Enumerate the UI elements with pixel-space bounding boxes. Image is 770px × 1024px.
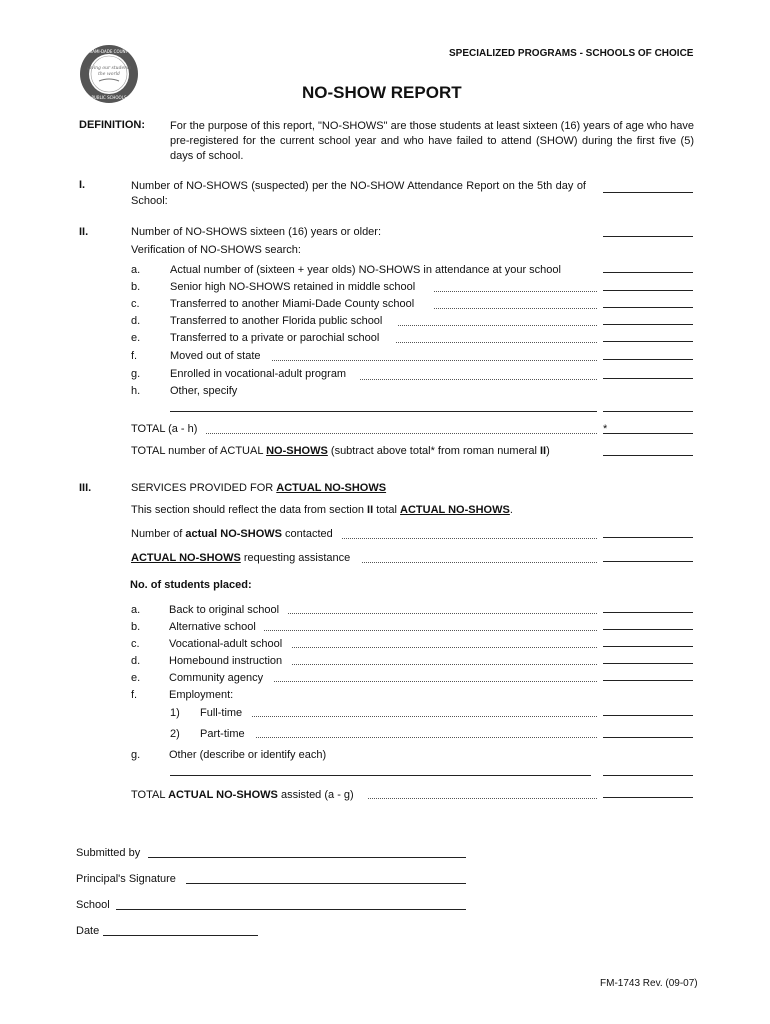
leader-dots [362, 562, 597, 563]
date-line[interactable] [103, 935, 258, 936]
school-label: School [76, 899, 110, 911]
item-letter: f. [131, 689, 138, 701]
section-1-text: Number of NO-SHOWS (suspected) per the NO-SHOW Attendance Report on the 5th day of School: [131, 180, 586, 207]
definition-label: DEFINITION: [79, 119, 145, 131]
total-a-h-label: TOTAL (a - h) [131, 423, 198, 435]
requesting-answer-line[interactable] [603, 561, 693, 562]
item-letter: c. [131, 638, 140, 650]
item-text: Homebound instruction [169, 655, 283, 667]
answer-line[interactable] [603, 359, 693, 360]
seal-motto-2: the world [98, 72, 120, 77]
part-time-answer-line[interactable] [603, 737, 693, 738]
item-letter: d. [131, 315, 141, 327]
item-letter: a. [131, 264, 141, 276]
item-letter: e. [131, 332, 141, 344]
definition-text: For the purpose of this report, "NO-SHOWS" are those students at least sixteen (16) years of age who have pre-registered for the current school year and who have failed to attend (SHOW) during the first five (5) days of school. [170, 120, 694, 162]
leader-dots [264, 630, 597, 631]
item-letter: c. [131, 298, 140, 310]
section-3-heading: SERVICES PROVIDED FOR ACTUAL NO-SHOWS [131, 482, 387, 494]
total-asterisk: * [603, 423, 608, 435]
item-text: Transferred to another Miami-Dade County school [170, 298, 415, 310]
principal-signature-line[interactable] [186, 883, 466, 884]
leader-dots [368, 798, 597, 799]
leader-dots [292, 664, 597, 665]
leader-dots [434, 308, 597, 309]
total-a-h-answer-line[interactable] [603, 433, 693, 434]
item-text: Alternative school [169, 621, 256, 633]
answer-line[interactable] [603, 680, 693, 681]
item-text: Transferred to a private or parochial school [170, 332, 380, 344]
employment-num: 2) [170, 728, 180, 740]
leader-dots [396, 342, 597, 343]
answer-line[interactable] [603, 307, 693, 308]
item-text: Actual number of (sixteen + year olds) NO-SHOWS in attendance at your school [170, 264, 561, 276]
item-text: Community agency [169, 672, 264, 684]
answer-line[interactable] [603, 411, 693, 412]
item-letter: g. [131, 749, 141, 761]
item-text: Senior high NO-SHOWS retained in middle school [170, 281, 416, 293]
item-text: Transferred to another Florida public school [170, 315, 383, 327]
answer-line[interactable] [603, 324, 693, 325]
answer-line[interactable] [603, 612, 693, 613]
principal-signature-label: Principal's Signature [76, 873, 176, 885]
total-assisted-answer-line[interactable] [603, 797, 693, 798]
item-letter: b. [131, 621, 141, 633]
item-text: Other, specify [170, 385, 238, 397]
submitted-by-label: Submitted by [76, 847, 141, 859]
total-actual-answer-line[interactable] [603, 455, 693, 456]
leader-dots [206, 433, 597, 434]
seal-bottom-text: PUBLIC SCHOOLS [91, 95, 127, 100]
leader-dots [292, 647, 597, 648]
leader-dots [252, 716, 597, 717]
item-text: Vocational-adult school [169, 638, 283, 650]
section-3-numeral: III. [79, 482, 92, 494]
employment-text: Part-time [200, 728, 245, 740]
item-letter: d. [131, 655, 141, 667]
leader-dots [288, 613, 597, 614]
employment-text: Full-time [200, 707, 243, 719]
leader-dots [256, 737, 597, 738]
item-text: Moved out of state [170, 350, 261, 362]
answer-line[interactable] [603, 341, 693, 342]
seal-motto-1: giving our students [86, 66, 132, 71]
item-text: Enrolled in vocational-adult program [170, 368, 347, 380]
section-2-line1: Number of NO-SHOWS sixteen (16) years or older: [131, 226, 382, 238]
page-title: NO-SHOW REPORT [302, 83, 462, 102]
answer-line[interactable] [603, 378, 693, 379]
item-text: Employment: [169, 689, 234, 701]
section-2-answer-line[interactable] [603, 236, 693, 237]
item-letter: f. [131, 350, 138, 362]
item-letter: g. [131, 368, 141, 380]
answer-line[interactable] [603, 775, 693, 776]
answer-line[interactable] [603, 290, 693, 291]
school-line[interactable] [116, 909, 466, 910]
requesting-assistance-label: ACTUAL NO-SHOWS requesting assistance [131, 552, 351, 564]
date-label: Date [76, 925, 100, 937]
seal-top-text: MIAMI-DADE COUNTY [87, 49, 131, 54]
leader-dots [342, 538, 597, 539]
employment-num: 1) [170, 707, 180, 719]
total-actual-no-shows-label: TOTAL number of ACTUAL NO-SHOWS (subtract above total* from roman numeral II) [131, 445, 550, 457]
other-describe-line[interactable] [170, 775, 591, 776]
answer-line[interactable] [603, 646, 693, 647]
leader-dots [398, 325, 597, 326]
section-2-line2: Verification of NO-SHOWS search: [131, 244, 301, 256]
item-letter: a. [131, 604, 141, 616]
other-specify-line[interactable] [170, 411, 597, 412]
section-1-numeral: I. [79, 179, 86, 191]
submitted-by-line[interactable] [148, 857, 466, 858]
form-number: FM-1743 Rev. (09-07) [600, 978, 698, 989]
item-text: Other (describe or identify each) [169, 749, 327, 761]
program-heading: SPECIALIZED PROGRAMS - SCHOOLS OF CHOICE [449, 48, 694, 59]
full-time-answer-line[interactable] [603, 715, 693, 716]
leader-dots [434, 291, 597, 292]
total-assisted-label: TOTAL ACTUAL NO-SHOWS assisted (a - g) [131, 789, 354, 801]
item-letter: h. [131, 385, 141, 397]
contacted-answer-line[interactable] [603, 537, 693, 538]
section-2-numeral: II. [79, 226, 89, 238]
answer-line[interactable] [603, 663, 693, 664]
leader-dots [274, 681, 597, 682]
item-text: Back to original school [169, 604, 280, 616]
item-letter: b. [131, 281, 141, 293]
contacted-label: Number of actual NO-SHOWS contacted [131, 528, 333, 540]
leader-dots [360, 379, 597, 380]
students-placed-heading: No. of students placed: [130, 579, 252, 591]
leader-dots [272, 360, 597, 361]
answer-line[interactable] [603, 272, 693, 273]
school-district-seal [79, 44, 139, 104]
item-letter: e. [131, 672, 141, 684]
answer-line[interactable] [603, 629, 693, 630]
section-3-reflect-note: This section should reflect the data from section II total ACTUAL NO-SHOWS. [131, 504, 513, 516]
section-1-answer-line[interactable] [603, 192, 693, 193]
